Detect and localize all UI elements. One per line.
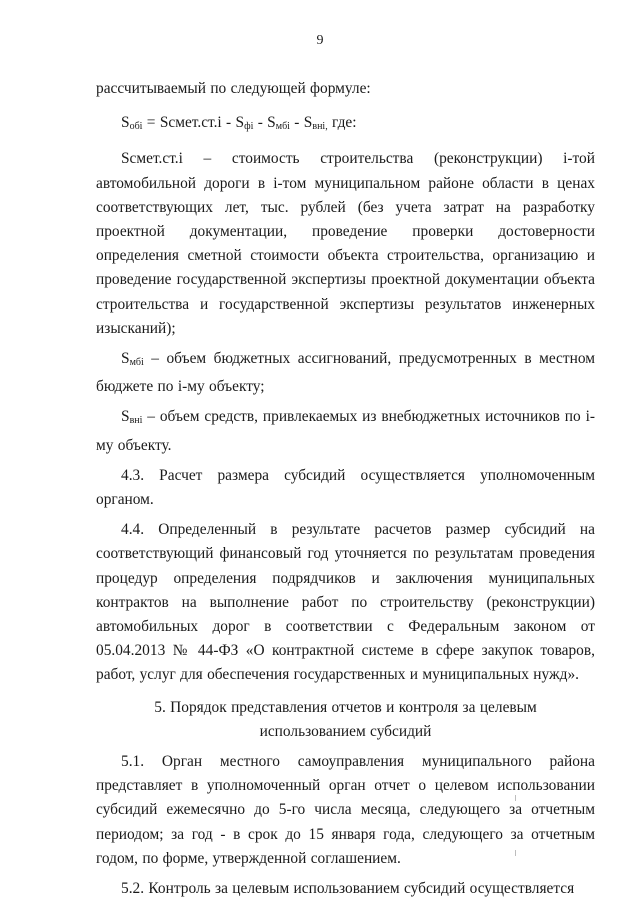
definition-text: – объем бюджетных ассигнований, предусмотренных в местном бюджете по i-му объекту; [96,350,595,396]
paragraph-4-4: 4.4. Определенный в результате расчетов размер субсидий на соответствующий финансовый год уточняется по результатам проведения процедур определения подрядчиков и заключения муниципальных контрактов на выполнение работ по строительству (реконструкции) автомобильных дорог в соответствии с Федеральным законом от 05.04.2013 № 44-ФЗ «О контрактной системе в сфере закупок товаров, работ, услуг для обеспечения государственных и муниципальных нужд». [96,521,595,684]
scan-mark [515,795,516,801]
scan-mark [515,850,516,856]
definition-smb [96,347,595,399]
section-5-heading-line1: 5. Порядок представления отчетов и контроля за целевым [154,698,537,716]
formula-part: где: [327,114,357,132]
formula [96,111,595,139]
definition-svn [96,405,595,457]
definition-subscript: внi [129,415,143,427]
page-number: 9 [316,33,324,48]
formula-part: = Scмет.ст.i - S [142,114,245,132]
formula-intro: рассчитываемый по следующей формуле: [96,80,371,97]
definition-text: – объем средств, привлекаемых из внебюджетных источников по i-му объекту. [96,408,595,454]
formula-subscript: обi [129,121,143,133]
formula-part: - S [253,114,276,132]
paragraph-5-1: 5.1. Орган местного самоуправления муниципального района представляет в уполномоченный орган отчет о целевом использовании субсидий ежемесячно до 5-го числа месяца, следующего за отчетным периодом; за год - в срок до 15 января года, следующего за отчетным годом, по форме, утвержденной соглашением. [96,753,595,867]
definition-symbol: S [121,408,130,426]
definition-symbol: S [121,350,130,368]
formula-subscript: мбi [275,121,290,133]
formula-subscript: внi, [312,121,328,133]
document-body [96,77,595,901]
formula-symbol: S [121,114,130,132]
definition-subscript: мбi [129,357,144,369]
formula-subscript: фi [244,121,254,133]
definition-smet: Scмет.ст.i – стоимость строительства (реконструкции) i-той автомобильной дороги в i-том муниципальном районе области в ценах соответствующих лет, тыс. рублей (без учета затрат на разработку проектной документации, проведение проверки достоверности определения сметной стоимости объекта строительства, организацию и проведение государственной экспертизы проектной документации объекта строительства и государственной экспертизы результатов инженерных изысканий); [96,150,595,337]
formula-part: - S [289,114,313,132]
section-5-heading-line2: использованием субсидий [259,722,432,740]
paragraph-4-3: 4.3. Расчет размера субсидий осуществляется уполномоченным органом. [96,466,595,509]
paragraph-5-2: 5.2. Контроль за целевым использованием субсидий осуществляется [121,880,575,898]
